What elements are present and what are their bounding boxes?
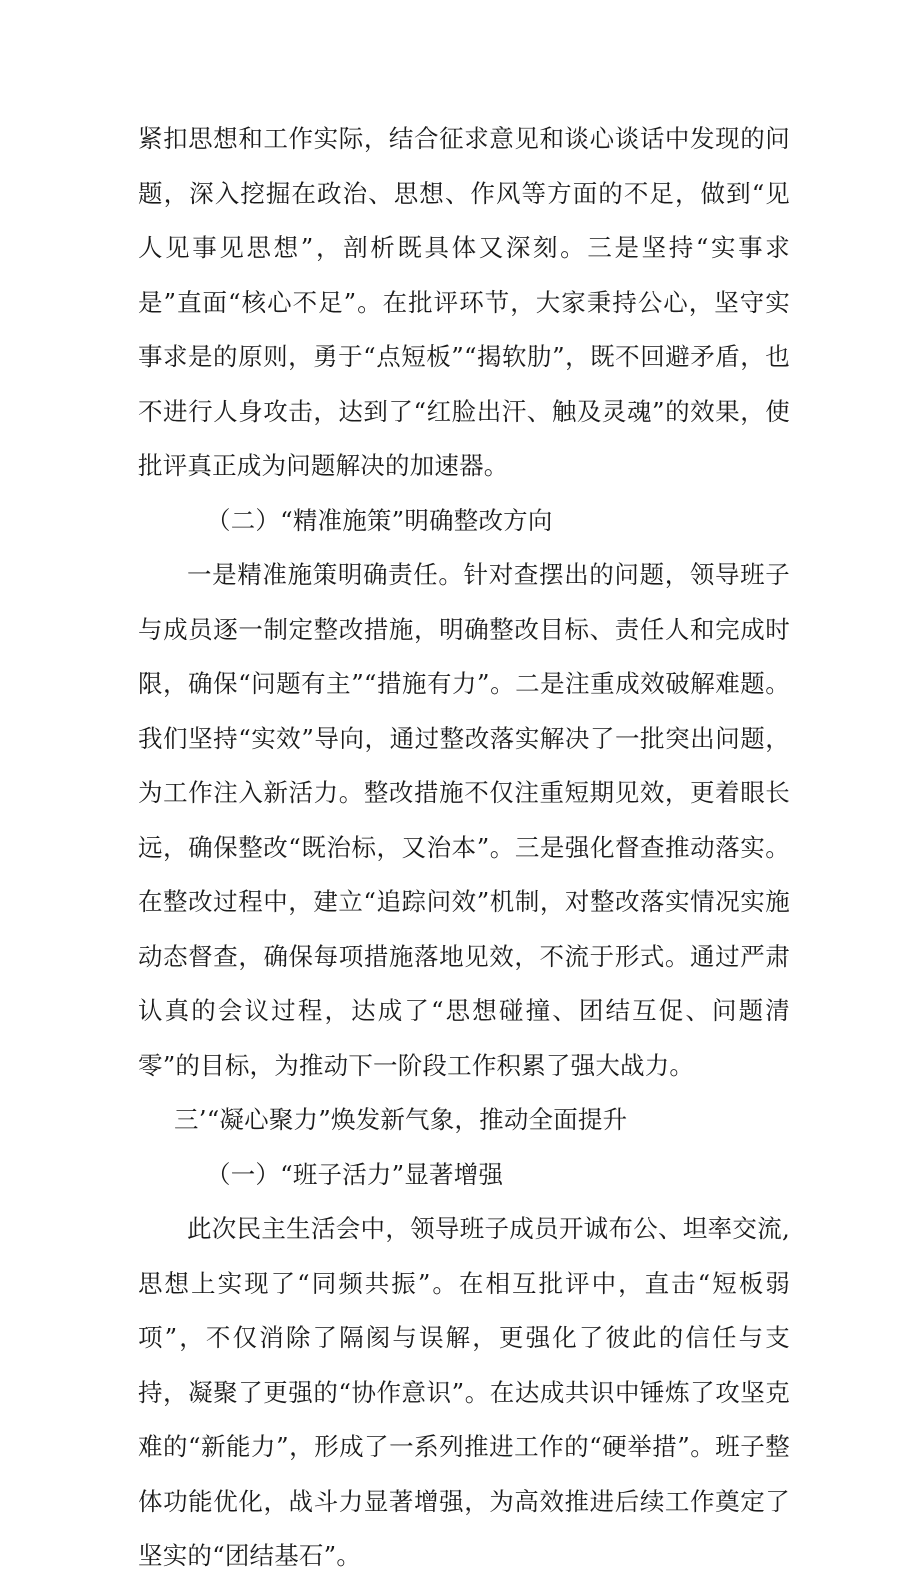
body-paragraph-3: 此次民主生活会中，领导班子成员开诚布公、坦率交流,思想上实现了“同频共振”。在相互批评中，直击“短板弱项”，不仅消除了隔阂与误解，更强化了彼此的信任与支持，凝聚了更强的“协作意识”。在达成共识中锤炼了攻坚克难的“新能力”，形成了一系列推进工作的“硬举措”。班子整体功能优化，战斗力显著增强，为高效推进后续工作奠定了坚实的“团结基石”。 bbox=[138, 1214, 790, 1570]
section-heading-3: 三’“凝心聚力”焕发新气象，推动全面提升 bbox=[174, 1105, 628, 1134]
body-paragraph-1: 紧扣思想和工作实际，结合征求意见和谈心谈话中发现的问题，深入挖掘在政治、思想、作风等方面的不足，做到“见人见事见思想”，剖析既具体又深刻。三是坚持“实事求是”直面“核心不足”。在批评环节，大家秉持公心，坚守实事求是的原则，勇于“点短板”“揭软肋”，既不回避矛盾，也不进行人身攻击，达到了“红脸出汗、触及灵魂”的效果，使批评真正成为问题解决的加速器。 bbox=[138, 124, 790, 480]
document-body bbox=[138, 112, 790, 1584]
section-heading-2: （二）“精准施策”明确整改方向 bbox=[206, 505, 553, 535]
subsection-heading-1: （一）“班子活力”显著增强 bbox=[206, 1159, 504, 1189]
body-paragraph-2: 一是精准施策明确责任。针对查摆出的问题，领导班子与成员逐一制定整改措施，明确整改目标、责任人和完成时限，确保“问题有主”“措施有力”。二是注重成效破解难题。我们坚持“实效”导向，通过整改落实解决了一批突出问题，为工作注入新活力。整改措施不仅注重短期见效，更着眼长远，确保整改“既治标，又治本”。三是强化督查推动落实。在整改过程中，建立“追踪问效”机制，对整改落实情况实施动态督查，确保每项措施落地见效，不流于形式。通过严肃认真的会议过程，达成了“思想碰撞、团结互促、问题清零”的目标，为推动下一阶段工作积累了强大战力。 bbox=[138, 560, 790, 1080]
